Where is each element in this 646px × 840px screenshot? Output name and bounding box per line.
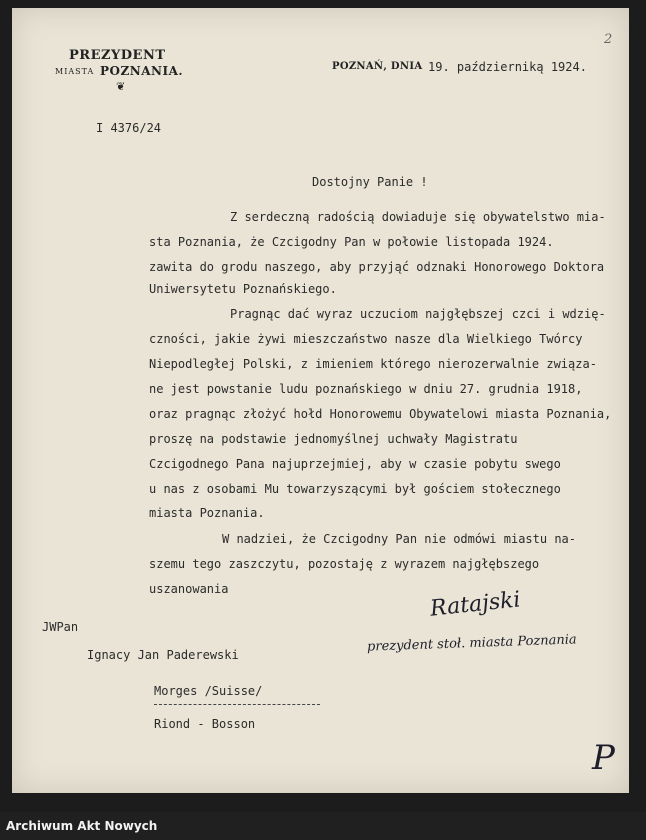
addressee-name: Ignacy Jan Paderewski (87, 648, 239, 662)
body-line: czności, jakie żywi mieszczaństwo nasze dla Wielkiego Twórcy (149, 332, 583, 346)
body-line: miasta Poznania. (149, 506, 265, 520)
body-line: u nas z osobami Mu towarzyszącymi był gościem stołecznego (149, 482, 561, 496)
reference-number: I 4376/24 (96, 121, 162, 135)
body-line: Uniwersytetu Poznańskiego. (149, 282, 337, 296)
body-line: Czcigodnego Pana najuprzejmiej, aby w czasie pobytu swego (149, 457, 561, 471)
addressee-estate: Riond - Bosson (154, 717, 256, 731)
divider-dashed (154, 704, 320, 705)
body-line: Z serdeczną radością dowiaduje się obywatelstwo mia- (230, 210, 606, 224)
body-line: Pragnąc dać wyraz uczuciom najgłębszej czci i wdzię- (230, 307, 606, 321)
body-line: W nadziei, że Czcigodny Pan nie odmówi miastu na- (222, 532, 577, 546)
body-line: uszanowania (149, 582, 229, 596)
body-line: ne jest powstanie ludu poznańskiego w dniu 27. grudnia 1918, (149, 382, 583, 396)
place-label: POZNAŃ, DNIA (332, 61, 423, 72)
letterhead-sub-small: MIASTA (55, 67, 95, 76)
letterhead-ornament: ❦ (116, 80, 126, 93)
addressee-city: Morges /Suisse/ (154, 684, 263, 698)
page-number: 2 (604, 32, 613, 47)
letter-page (12, 8, 629, 793)
body-line: szemu tego zaszczytu, pozostaję z wyrazem najgłębszego (149, 557, 540, 571)
body-line: zawita do grodu naszego, aby przyjąć odznaki Honorowego Doktora (149, 260, 605, 274)
letterhead-title: PREZYDENT (69, 48, 166, 63)
letterhead-sub-big: POZNANIA. (100, 64, 184, 78)
archive-name: Archiwum Akt Nowych (6, 819, 158, 833)
archive-footer (0, 812, 646, 840)
body-line: oraz pragnąc złożyć hołd Honorowemu Obywatelowi miasta Poznania, (149, 407, 612, 421)
body-line: proszę na podstawie jednomyślnej uchwały Magistratu (149, 432, 518, 446)
initials-mark: P (592, 738, 615, 778)
addressee-honorific: JWPan (42, 620, 79, 634)
signature-title: prezydent stoł. miasta Poznania (366, 632, 577, 655)
letter-date: 19. październiką 1924. (428, 60, 587, 74)
salutation: Dostojny Panie ! (312, 175, 428, 189)
body-line: sta Poznania, że Czcigodny Pan w połowie listopada 1924. (149, 235, 554, 249)
signature-name: Ratajski (428, 587, 522, 622)
body-line: Niepodległej Polski, z imieniem którego nierozerwalnie związa- (149, 357, 597, 371)
